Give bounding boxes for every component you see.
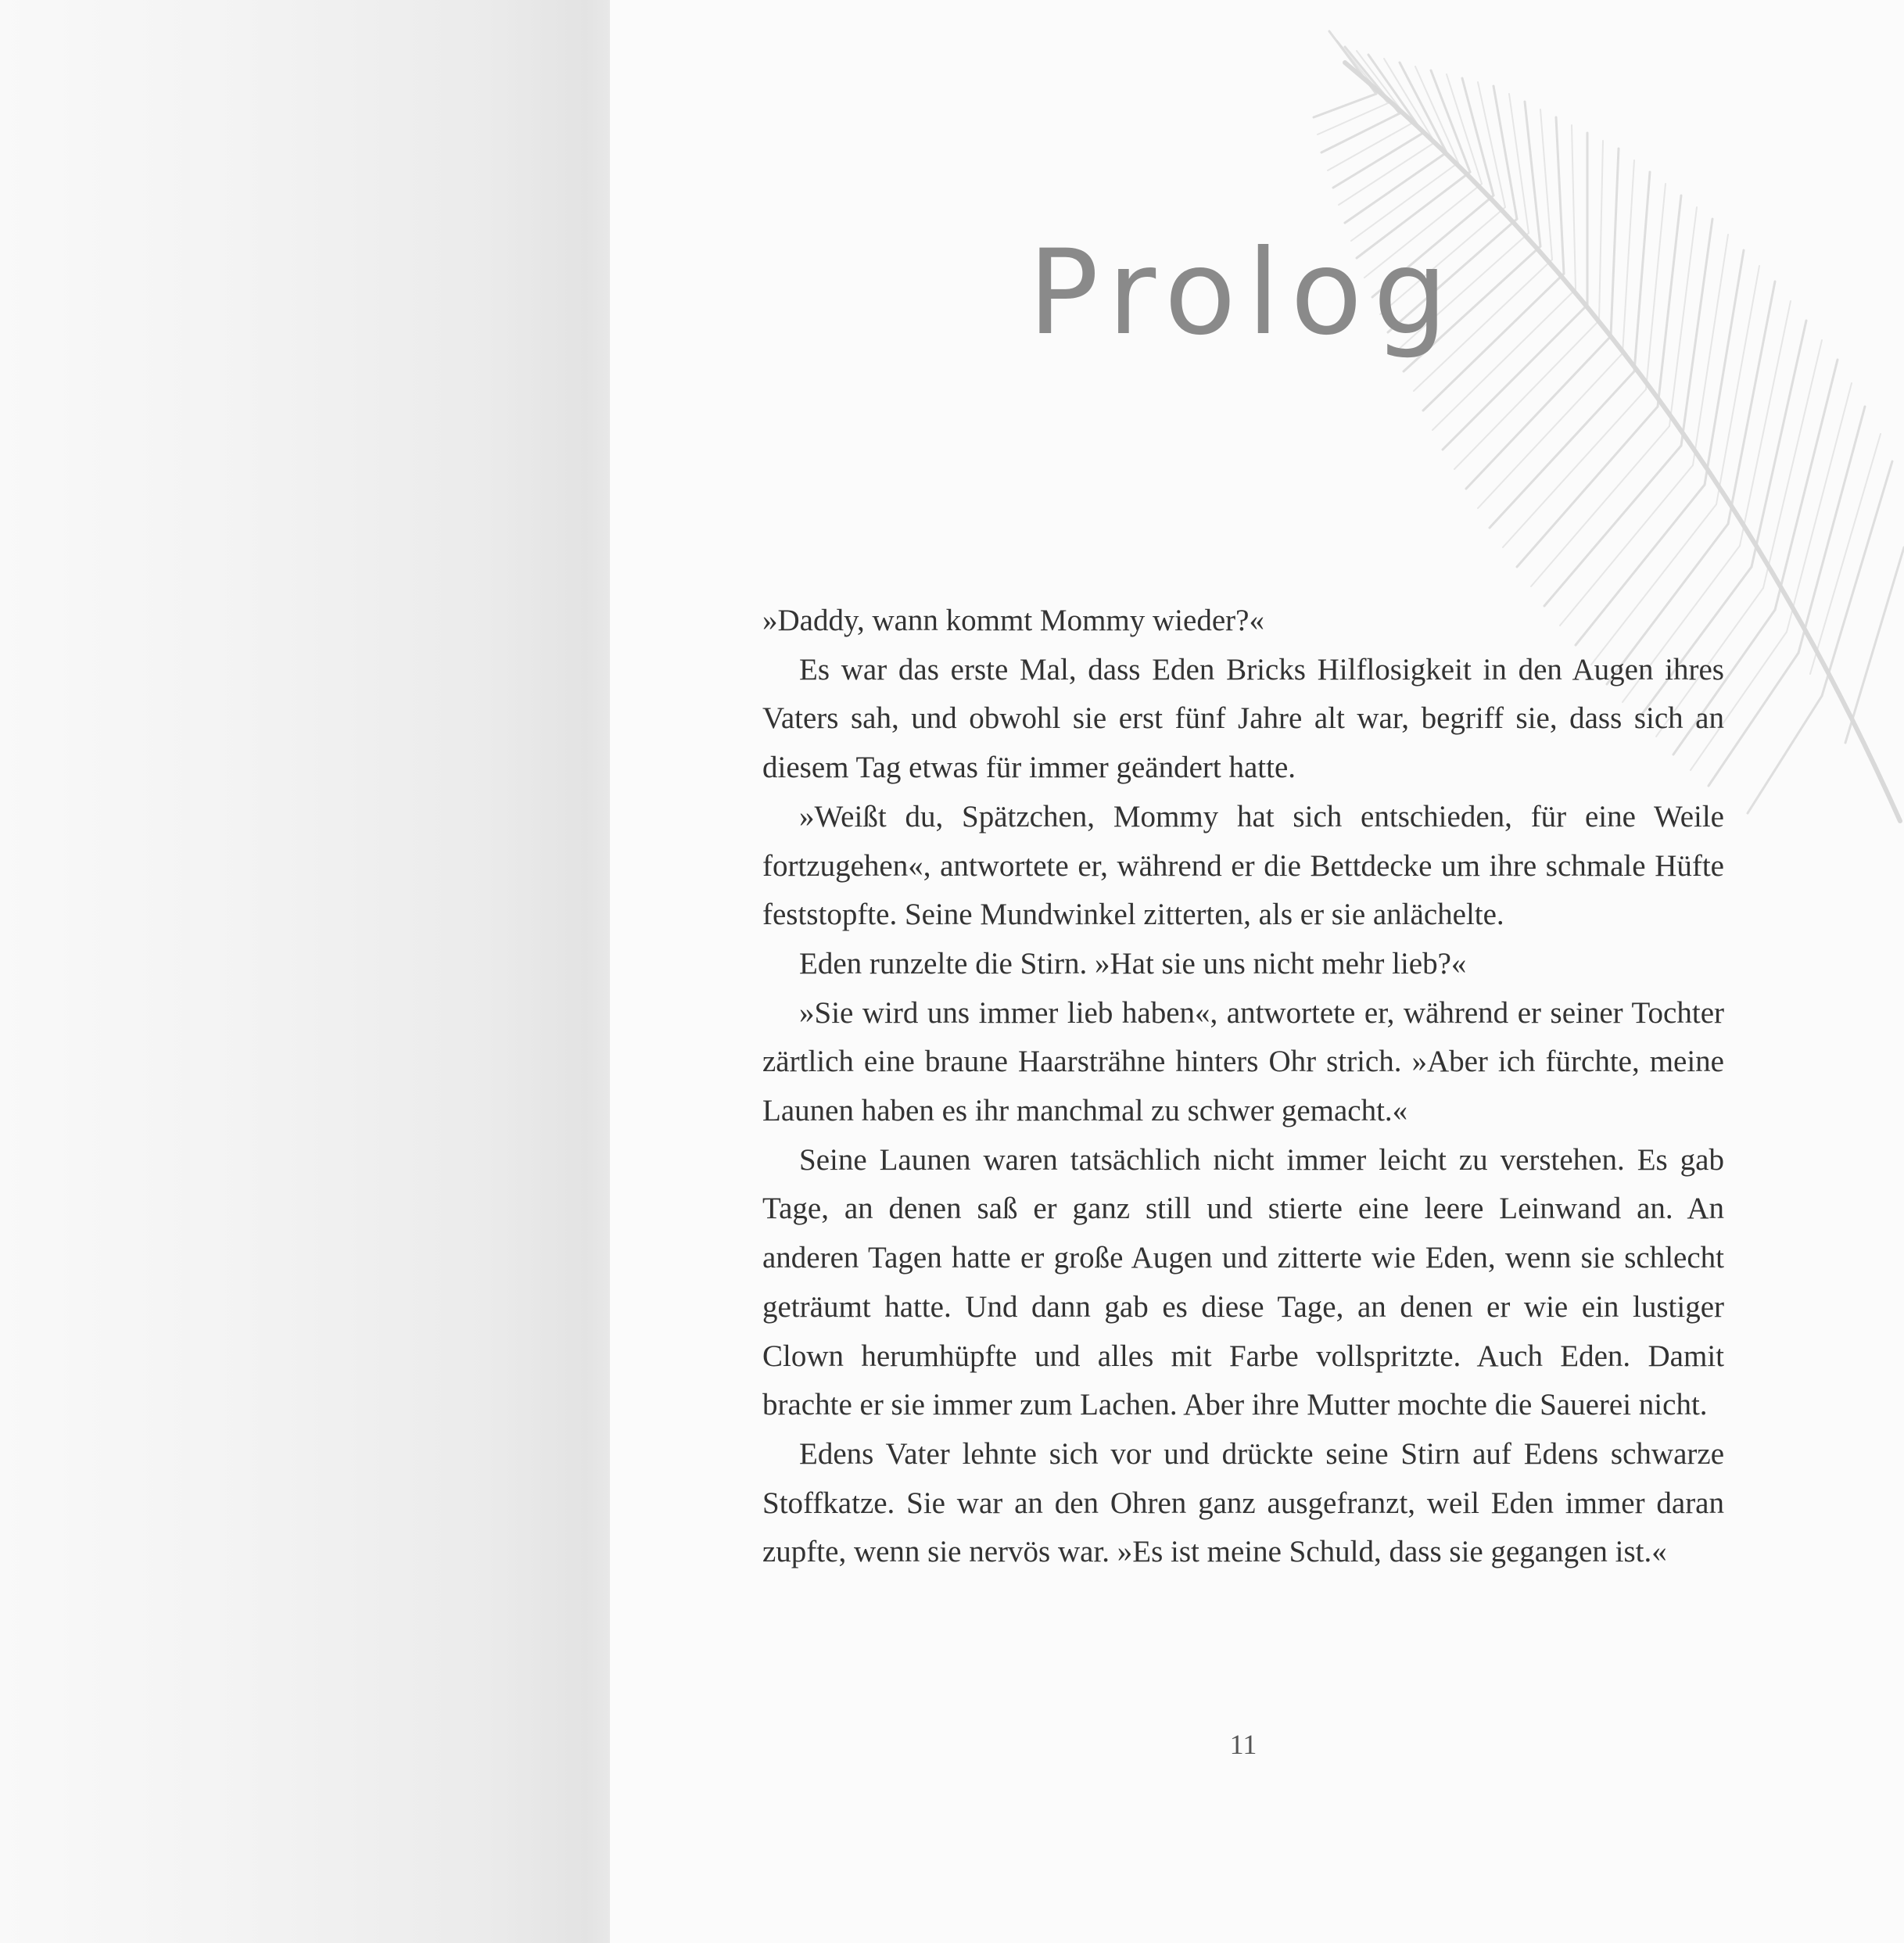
paragraph: Eden runzelte die Stirn. »Hat sie uns nicht mehr lieb?«: [799, 946, 1467, 980]
book-gutter: [0, 0, 610, 1943]
paragraph: »Daddy, wann kommt Mommy wieder?«: [762, 604, 1264, 637]
paragraph: Seine Launen waren tatsächlich nicht immer leicht zu verstehen. Es gab Tage, an denen saß er ganz still und stierte eine leere Leinwand an. An anderen Tagen hatte er große Augen und zitterte wie Eden, wenn sie schlecht geträumt hatte. Und dann gab es diese Tage, an denen er wie ein lustiger Clown herumhüpfte und alles mit Farbe vollspritzte. Auch Eden. Damit brachte er sie immer zum Lachen. Aber ihre Mutter mochte die Sauerei nicht.: [762, 1142, 1724, 1422]
paragraph: Es war das erste Mal, dass Eden Bricks Hilflosigkeit in den Augen ihres Vaters sah, und obwohl sie erst fünf Jahre alt war, begriff sie, dass sich an diesem Tag etwas für immer geändert hatte.: [762, 652, 1724, 785]
paragraph: »Weißt du, Spätzchen, Mommy hat sich entschieden, für eine Weile fortzugehen«, antwortete er, während er die Bettdecke um ihre schmale Hüfte feststopfte. Seine Mundwinkel zitterten, als er sie anlächelte.: [762, 799, 1724, 932]
chapter-title: Prolog: [1027, 225, 1459, 361]
page-number: 11: [1229, 1729, 1257, 1760]
paragraph: Edens Vater lehnte sich vor und drückte seine Stirn auf Edens schwarze Stoffkatze. Sie war an den Ohren ganz ausgefranzt, weil Eden immer daran zupfte, wenn sie nervös war. »Es ist meine Schuld, dass sie gegangen ist.«: [762, 1436, 1724, 1569]
paragraph: »Sie wird uns immer lieb haben«, antwortete er, während er seiner Tochter zärtlich eine braune Haarsträhne hinters Ohr strich. »Aber ich fürchte, meine Launen haben es ihr manchmal zu schwer gemacht.«: [762, 995, 1724, 1128]
body-text: [762, 597, 1724, 1577]
